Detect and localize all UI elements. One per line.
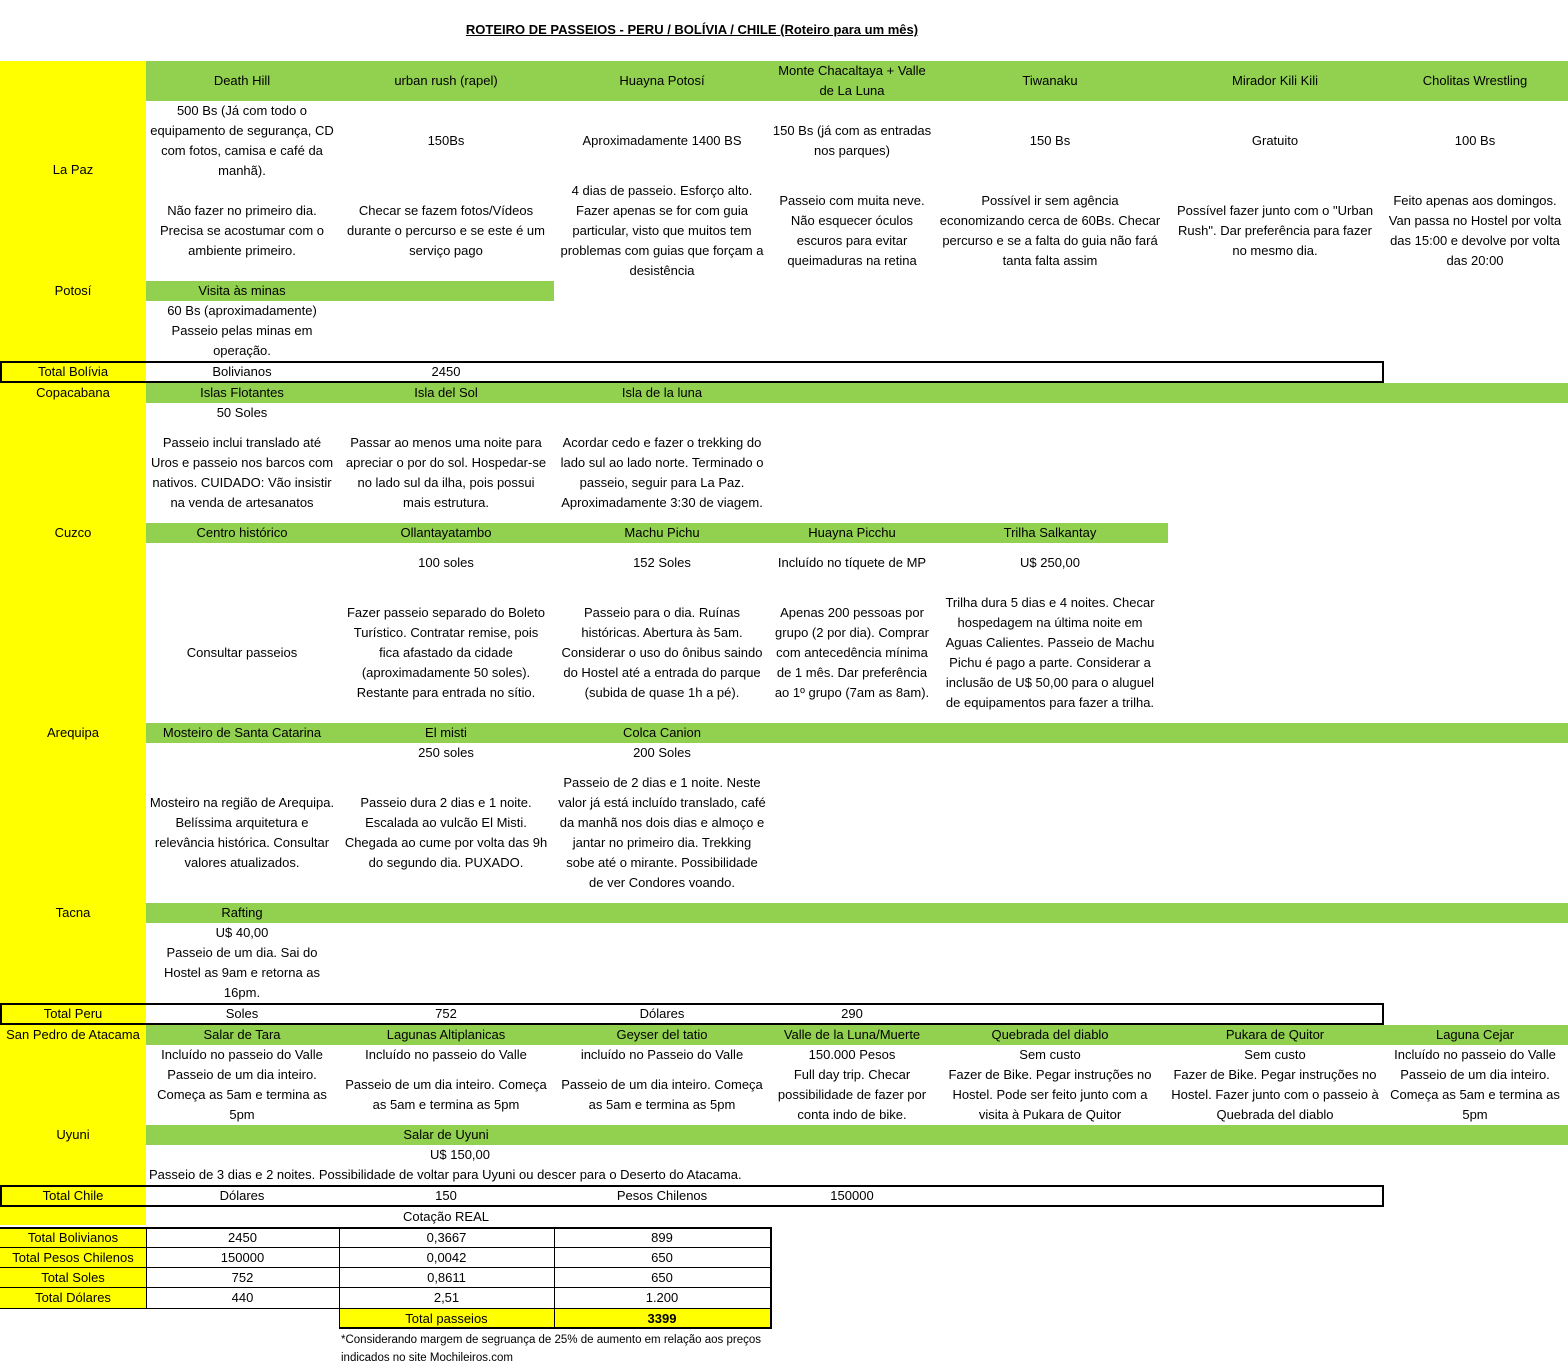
tour-name: Colca Canion	[622, 725, 702, 740]
tour-price: 100 soles	[418, 555, 474, 570]
tour-price: U$ 250,00	[1020, 555, 1080, 570]
tour-name: urban rush (rapel)	[394, 73, 498, 88]
city-la-paz: La Paz	[52, 162, 94, 177]
tacna-header-band	[146, 903, 1568, 923]
summary-rate: 2,51	[433, 1290, 460, 1305]
city-uyuni: Uyuni	[56, 1127, 90, 1142]
summary-amount: 752	[231, 1270, 254, 1285]
tour-note: Mosteiro na região de Arequipa. Belíssima arquitetura e relevância histórica. Consultar valores atualizados.	[149, 795, 335, 870]
tour-name: Quebrada del diablo	[991, 1027, 1109, 1042]
tour-name: Laguna Cejar	[1435, 1027, 1515, 1042]
tour-price: 150Bs	[427, 133, 465, 148]
tour-price: 500 Bs (Já com todo o equipamento de segurança, CD com fotos, camisa e café da manhã).	[150, 103, 334, 178]
tour-name: Huayna Picchu	[808, 525, 896, 540]
tour-price: Sem custo	[1244, 1047, 1306, 1062]
city-san-pedro: San Pedro de Atacama	[6, 1027, 140, 1042]
tour-note: Possível fazer junto com o "Urban Rush". Dar preferência para fazer no mesmo dia.	[1176, 203, 1374, 258]
summary-reais: 650	[651, 1250, 673, 1265]
total-chile-value2: 150000	[830, 1188, 874, 1203]
total-chile-currency1: Dólares	[219, 1188, 265, 1203]
tour-name: Islas Flotantes	[200, 385, 284, 400]
tour-name: Trilha Salkantay	[1003, 525, 1097, 540]
tour-price: 60 Bs (aproximadamente)	[167, 303, 317, 318]
tour-price: U$ 150,00	[430, 1147, 490, 1162]
sheet-title: ROTEIRO DE PASSEIOS - PERU / BOLÍVIA / CHILE (Roteiro para um mês)	[465, 22, 919, 37]
total-peru-label: Total Peru	[43, 1006, 103, 1021]
summary-reais: 1.200	[645, 1290, 679, 1305]
summary-reais: 650	[651, 1270, 673, 1285]
tour-note: Passar ao menos uma noite para apreciar o por do sol. Hospedar-se no lado sul da ilha, pois possui mais estrutura.	[345, 435, 547, 510]
tour-name: Valle de la Luna/Muerte	[783, 1027, 921, 1042]
total-passeios-label: Total passeios	[405, 1311, 488, 1326]
tour-price: 200 Soles	[633, 745, 691, 760]
tour-note: Passeio de um dia inteiro. Começa as 5am e termina as 5pm	[1390, 1067, 1560, 1122]
tour-note: Possível ir sem agência economizando cerca de 60Bs. Checar percurso e se a falta do guia não fará tanta falta assim	[939, 193, 1161, 268]
tour-note: Fazer passeio separado do Boleto Turístico. Contratar remise, pois fica afastado da cidade (aproximadamente 50 soles). Restante para entrada no sítio.	[346, 605, 545, 700]
tour-note: Full day trip. Checar possibilidade de fazer por conta indo de bike.	[777, 1067, 927, 1122]
total-peru-currency1: Soles	[225, 1006, 259, 1021]
tour-note: Passeio de 2 dias e 1 noite. Neste valor já está incluído translado, café da manhã nos dois dias e almoço e jantar no primeiro dia. Trekking sobe até o mirante. Possibilidade de ver Condores voando.	[558, 775, 766, 890]
summary-label: Total Pesos Chilenos	[12, 1250, 134, 1265]
summary-rate: 0,0042	[426, 1250, 467, 1265]
tour-name: Geyser del tatio	[616, 1027, 708, 1042]
tour-price: Incluído no passeio do Valle	[1394, 1047, 1556, 1062]
tour-price: Sem custo	[1019, 1047, 1081, 1062]
tour-name: Salar de Uyuni	[403, 1127, 489, 1142]
tour-note: Checar se fazem fotos/Vídeos durante o percurso e se este é um serviço pago	[346, 203, 545, 258]
summary-label: Total Dólares	[35, 1290, 111, 1305]
tour-note: Feito apenas aos domingos. Van passa no Hostel por volta das 15:00 e devolve por volta das 20:00	[1388, 193, 1562, 268]
summary-reais: 899	[651, 1230, 673, 1245]
tour-name: Mirador Kili Kili	[1232, 73, 1318, 88]
total-bolivia-label: Total Bolívia	[37, 364, 109, 379]
tour-name: Cholitas Wrestling	[1422, 73, 1528, 88]
tour-name: Mosteiro de Santa Catarina	[162, 725, 322, 740]
tour-note: Passeio de um dia inteiro. Começa as 5am e termina as 5pm	[345, 1077, 547, 1112]
city-column	[0, 61, 146, 1225]
tour-note: Fazer de Bike. Pegar instruções no Hostel. Pode ser feito junto com a visita à Pukara de Quitor	[948, 1067, 1152, 1122]
tour-note: Passeio de um dia inteiro. Começa as 5am e termina as 5pm	[157, 1067, 327, 1122]
tour-note: Fazer de Bike. Pegar instruções no Hostel. Fazer junto com o passeio à Quebrada del diablo	[1171, 1067, 1379, 1122]
total-chile-currency2: Pesos Chilenos	[616, 1188, 708, 1203]
tour-name: Huayna Potosí	[619, 73, 705, 88]
tour-name: Centro histórico	[196, 525, 288, 540]
city-copacabana: Copacabana	[36, 385, 110, 400]
summary-amount: 2450	[228, 1230, 257, 1245]
city-potosi: Potosí	[54, 283, 92, 298]
total-peru-value1: 752	[435, 1006, 457, 1021]
city-cuzco: Cuzco	[54, 525, 92, 540]
tour-name: Death Hill	[213, 73, 271, 88]
tour-price: 50 Soles	[216, 405, 268, 420]
total-chile-value1: 150	[435, 1188, 457, 1203]
tour-name: Monte Chacaltaya + Valle de La Luna	[778, 63, 926, 98]
tour-name: Salar de Tara	[203, 1027, 281, 1042]
tour-price: Incluído no passeio do Valle	[161, 1047, 323, 1062]
tour-name: Pukara de Quitor	[1225, 1027, 1325, 1042]
tour-name: Tiwanaku	[1022, 73, 1078, 88]
tour-price: U$ 40,00	[215, 925, 269, 940]
total-chile-label: Total Chile	[42, 1188, 104, 1203]
tour-name: Lagunas Altiplanicas	[386, 1027, 506, 1042]
tour-note: Apenas 200 pessoas por grupo (2 por dia). Comprar com antecedência mínima de 1 mês. Dar preferência ao 1º grupo (7am as 8am).	[774, 605, 930, 700]
tour-note: Passeio pelas minas em operação.	[171, 323, 313, 358]
city-arequipa: Arequipa	[46, 725, 100, 740]
tour-price: Incluído no tíquete de MP	[777, 555, 927, 570]
tour-name: Isla de la luna	[621, 385, 703, 400]
tour-price: 100 Bs	[1454, 133, 1496, 148]
summary-amount: 440	[231, 1290, 254, 1305]
tour-note: Passeio de um dia inteiro. Começa as 5am e termina as 5pm	[561, 1077, 763, 1112]
tour-name: Machu Pichu	[624, 525, 700, 540]
tour-price: Incluído no passeio do Valle	[365, 1047, 527, 1062]
tour-note: 4 dias de passeio. Esforço alto. Fazer apenas se for com guia particular, visto que muitos tem problemas com guias que forçam a desistência	[560, 183, 764, 278]
tour-price: 150.000 Pesos	[808, 1047, 896, 1062]
total-bolivia-value: 2450	[431, 364, 461, 379]
tour-note: Passeio inclui translado até Uros e passeio nos barcos com nativos. CUIDADO: Vão insistir na venda de artesanatos	[150, 435, 334, 510]
tour-note: Trilha dura 5 dias e 4 noites. Checar hospedagem na última noite em Aguas Calientes. Passeio de Machu Pichu é pago a parte. Considerar a inclusão de U$ 50,00 para o aluguel de equipamentos para fazer a trilha.	[945, 595, 1155, 710]
total-peru-value2: 290	[841, 1006, 863, 1021]
tour-price: 150 Bs	[1029, 133, 1071, 148]
total-bolivia-currency: Bolivianos	[212, 364, 272, 379]
tour-name: El misti	[425, 725, 467, 740]
tour-price: incluído no Passeio do Valle	[580, 1047, 744, 1062]
footnote: *Considerando margem de segruança de 25% de aumento em relação aos preços indicados no site Mochileiros.com	[341, 1334, 762, 1364]
tour-name: Isla del Sol	[414, 385, 478, 400]
summary-label: Total Soles	[41, 1270, 105, 1285]
tour-price: 150 Bs (já com as entradas nos parques)	[772, 123, 932, 158]
tour-note: Passeio com muita neve. Não esquecer óculos escuros para evitar queimaduras na retina	[779, 193, 925, 268]
tour-note: Acordar cedo e fazer o trekking do lado sul ao lado norte. Terminado o passeio, seguir para La Paz. Aproximadamente 3:30 de viagem.	[560, 435, 764, 510]
tour-name: Visita às minas	[198, 283, 286, 298]
tour-price: Gratuito	[1251, 133, 1299, 148]
city-tacna: Tacna	[55, 905, 91, 920]
tour-note: Passeio para o dia. Ruínas históricas. Abertura às 5am. Considerar o uso do ônibus saindo do Hostel até a entrada do parque (subida de quase 1h a pé).	[561, 605, 763, 700]
tour-name: Ollantayatambo	[400, 525, 492, 540]
tour-note: Passeio de 3 dias e 2 noites. Possibilidade de voltar para Uyuni ou descer para o Deserto do Atacama.	[149, 1167, 742, 1182]
tour-note: Passeio de um dia. Sai do Hostel as 9am e retorna as 16pm.	[163, 945, 321, 1000]
summary-header: Cotação REAL	[403, 1209, 489, 1224]
tour-price: 152 Soles	[633, 555, 691, 570]
summary-rate: 0,3667	[426, 1230, 467, 1245]
summary-amount: 150000	[220, 1250, 265, 1265]
total-passeios-value: 3399	[647, 1311, 677, 1326]
tour-name: Rafting	[221, 905, 263, 920]
tour-note: Não fazer no primeiro dia. Precisa se acostumar com o ambiente primeiro.	[159, 203, 324, 258]
tour-note: Passeio dura 2 dias e 1 noite. Escalada ao vulcão El Misti. Chegada ao cume por volta das 9h do segundo dia. PUXADO.	[344, 795, 548, 870]
tour-price: 250 soles	[418, 745, 474, 760]
tour-note: Consultar passeios	[186, 645, 298, 660]
total-peru-currency2: Dólares	[639, 1006, 685, 1021]
summary-label: Total Bolivianos	[27, 1230, 119, 1245]
tour-price: Aproximadamente 1400 BS	[582, 133, 742, 148]
summary-rate: 0,8611	[427, 1270, 466, 1285]
